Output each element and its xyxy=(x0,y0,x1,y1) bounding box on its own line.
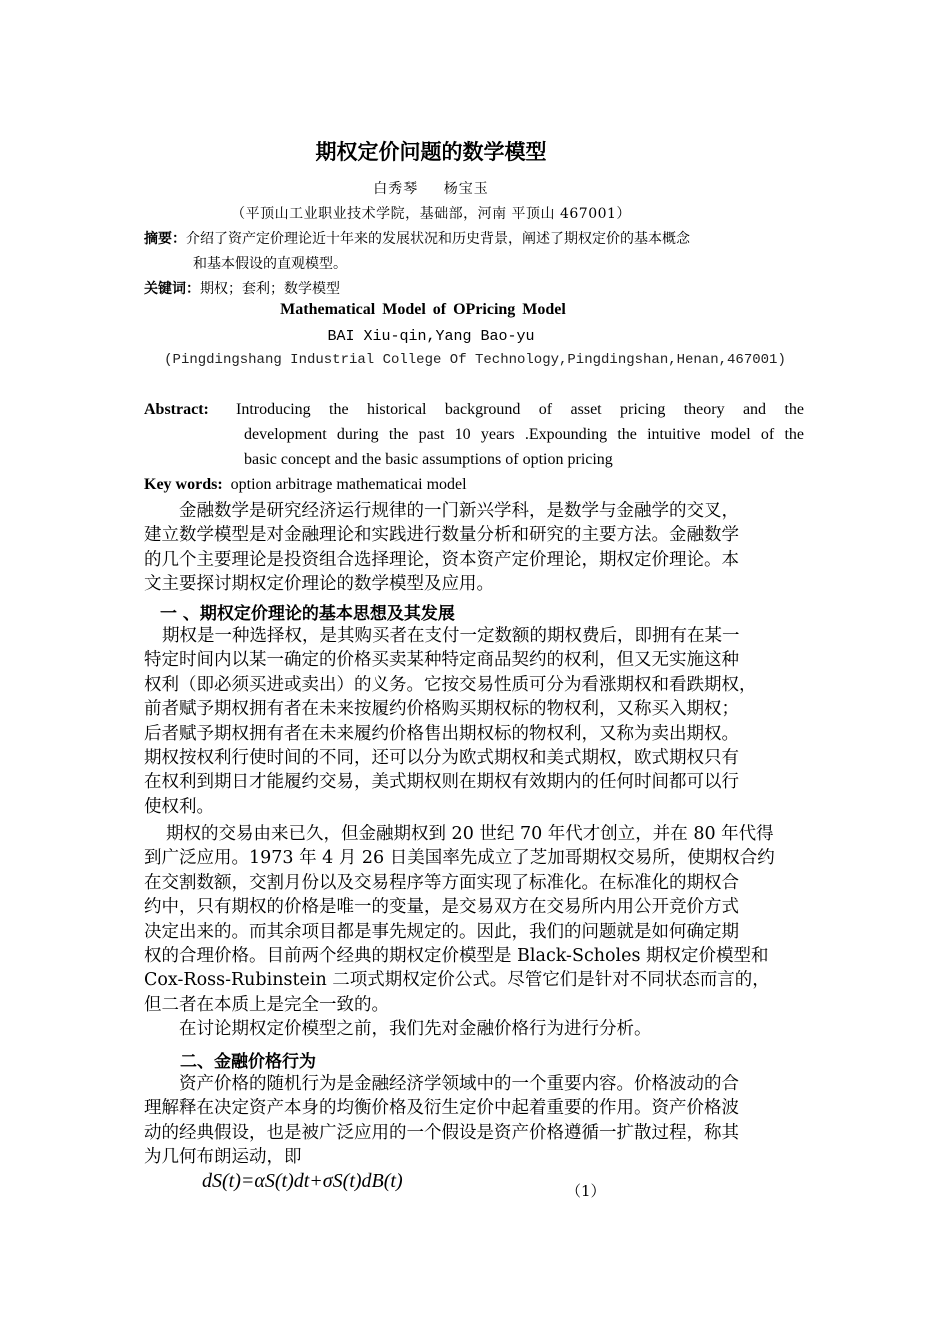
body-line: 建立数学模型是对金融理论和实践进行数量分析和研究的主要方法。金融数学 xyxy=(144,525,739,546)
body-line: 理解释在决定资产本身的均衡价格及衍生定价中起着重要的作用。资产价格波 xyxy=(144,1098,739,1119)
section1-paragraph xyxy=(144,822,808,1042)
section2-paragraph xyxy=(144,1072,808,1170)
body-line: 使权利。 xyxy=(144,796,214,817)
en-keywords-label: Key words: xyxy=(144,476,223,493)
section-heading: 一 、期权定价理论的基本思想及其发展 xyxy=(160,604,455,624)
body-line: 的几个主要理论是投资组合选择理论，资本资产定价理论，期权定价理论。本 xyxy=(144,549,739,570)
equation: dS(t)=αS(t)dt+σS(t)dB(t) xyxy=(202,1170,403,1192)
body-line: 后者赋予期权拥有者在未来履约价格售出期权标的物权利，又称为卖出期权。 xyxy=(144,723,739,744)
cn-keywords-label: 关键词： xyxy=(144,281,200,297)
body-line: 但二者在本质上是完全一致的。 xyxy=(144,994,389,1015)
body-line: 权利（即必须买进或卖出）的义务。它按交易性质可分为看涨期权和看跌期权， xyxy=(144,674,757,695)
cn-keywords-text: 期权；套利；数学模型 xyxy=(200,281,340,297)
author-name: 杨宝玉 xyxy=(443,181,489,197)
intro-paragraph xyxy=(144,499,808,597)
paper-title: 期权定价问题的数学模型 xyxy=(315,140,547,164)
body-line: 为几何布朗运动，即 xyxy=(144,1147,302,1168)
body-line: 约中，只有期权的价格是唯一的变量，是交易双方在交易所内用公开竞价方式 xyxy=(144,897,739,918)
en-abstract-label: Abstract: xyxy=(144,401,209,418)
section-heading: 二、金融价格行为 xyxy=(180,1052,316,1072)
cn-abstract xyxy=(144,227,690,252)
author-name: 白秀琴 xyxy=(373,181,419,197)
cn-abstract-line: 和基本假设的直观模型。 xyxy=(193,256,347,272)
en-keywords xyxy=(144,476,467,494)
section1-paragraph xyxy=(144,624,808,819)
body-line: 在讨论期权定价模型之前，我们先对金融价格行为进行分析。 xyxy=(179,1019,652,1040)
body-line: 在交割数额，交割月份以及交易程序等方面实现了标准化。在标准化的期权合 xyxy=(144,872,739,893)
en-abstract-line: development during the past 10 years .Expounding the intuitive model of the xyxy=(244,426,804,443)
author-list xyxy=(0,178,862,198)
body-line: 资产价格的随机行为是金融经济学领域中的一个重要内容。价格波动的合 xyxy=(179,1074,739,1094)
equation-number: （1） xyxy=(566,1182,606,1200)
body-line: 期权的交易由来已久，但金融期权到 20 世纪 70 年代才创立，并在 80 年代得 xyxy=(166,824,774,844)
body-line: 决定出来的。而其余项目都是事先规定的。因此，我们的问题就是如何确定期 xyxy=(144,921,739,942)
body-line: 权的合理价格。目前两个经典的期权定价模型是 Black-Scholes 期权定价模型和 xyxy=(144,946,769,967)
en-keywords-text: option arbitrage mathematicai model xyxy=(230,476,467,493)
body-line: Cox-Ross-Rubinstein 二项式期权定价公式。尽管它们是针对不同状态而言的， xyxy=(144,970,770,991)
body-line: 金融数学是研究经济运行规律的一门新兴学科，是数学与金融学的交叉， xyxy=(179,501,739,521)
body-line: 特定时间内以某一确定的价格买卖某种特定商品契约的权利，但又无实施这种 xyxy=(144,650,739,671)
en-abstract-line: Introducing the historical background of asset pricing theory and the xyxy=(236,401,804,418)
body-line: 期权按权利行使时间的不同，还可以分为欧式期权和美式期权，欧式期权只有 xyxy=(144,748,739,769)
body-line: 动的经典假设，也是被广泛应用的一个假设是资产价格遵循一扩散过程，称其 xyxy=(144,1122,739,1143)
english-authors: BAI Xiu-qin,Yang Bao-yu xyxy=(327,328,535,345)
body-line: 在权利到期日才能履约交易，美式期权则在期权有效期内的任何时间都可以行 xyxy=(144,772,739,793)
english-title: Mathematical Model of OPricing Model xyxy=(280,301,566,318)
body-line: 期权是一种选择权，是其购买者在支付一定数额的期权费后，即拥有在某一 xyxy=(162,626,740,646)
cn-keywords xyxy=(144,277,340,302)
cn-abstract-label: 摘要： xyxy=(144,231,186,247)
en-abstract-line: basic concept and the basic assumptions of option pricing xyxy=(244,451,613,468)
affiliation: （平顶山工业职业技术学院，基础部，河南 平顶山 467001） xyxy=(231,206,631,222)
cn-abstract-line: 介绍了资产定价理论近十年来的发展状况和历史背景，阐述了期权定价的基本概念 xyxy=(186,231,690,247)
body-line: 到广泛应用。1973 年 4 月 26 日美国率先成立了芝加哥期权交易所，使期权合约 xyxy=(144,848,775,869)
body-line: 前者赋予期权拥有者在未来按履约价格购买期权标的物权利，又称买入期权； xyxy=(144,699,739,720)
english-affiliation: (Pingdingshang Industrial College Of Technology,Pingdingshan,Henan,467001) xyxy=(164,352,786,368)
body-line: 文主要探讨期权定价理论的数学模型及应用。 xyxy=(144,574,494,595)
